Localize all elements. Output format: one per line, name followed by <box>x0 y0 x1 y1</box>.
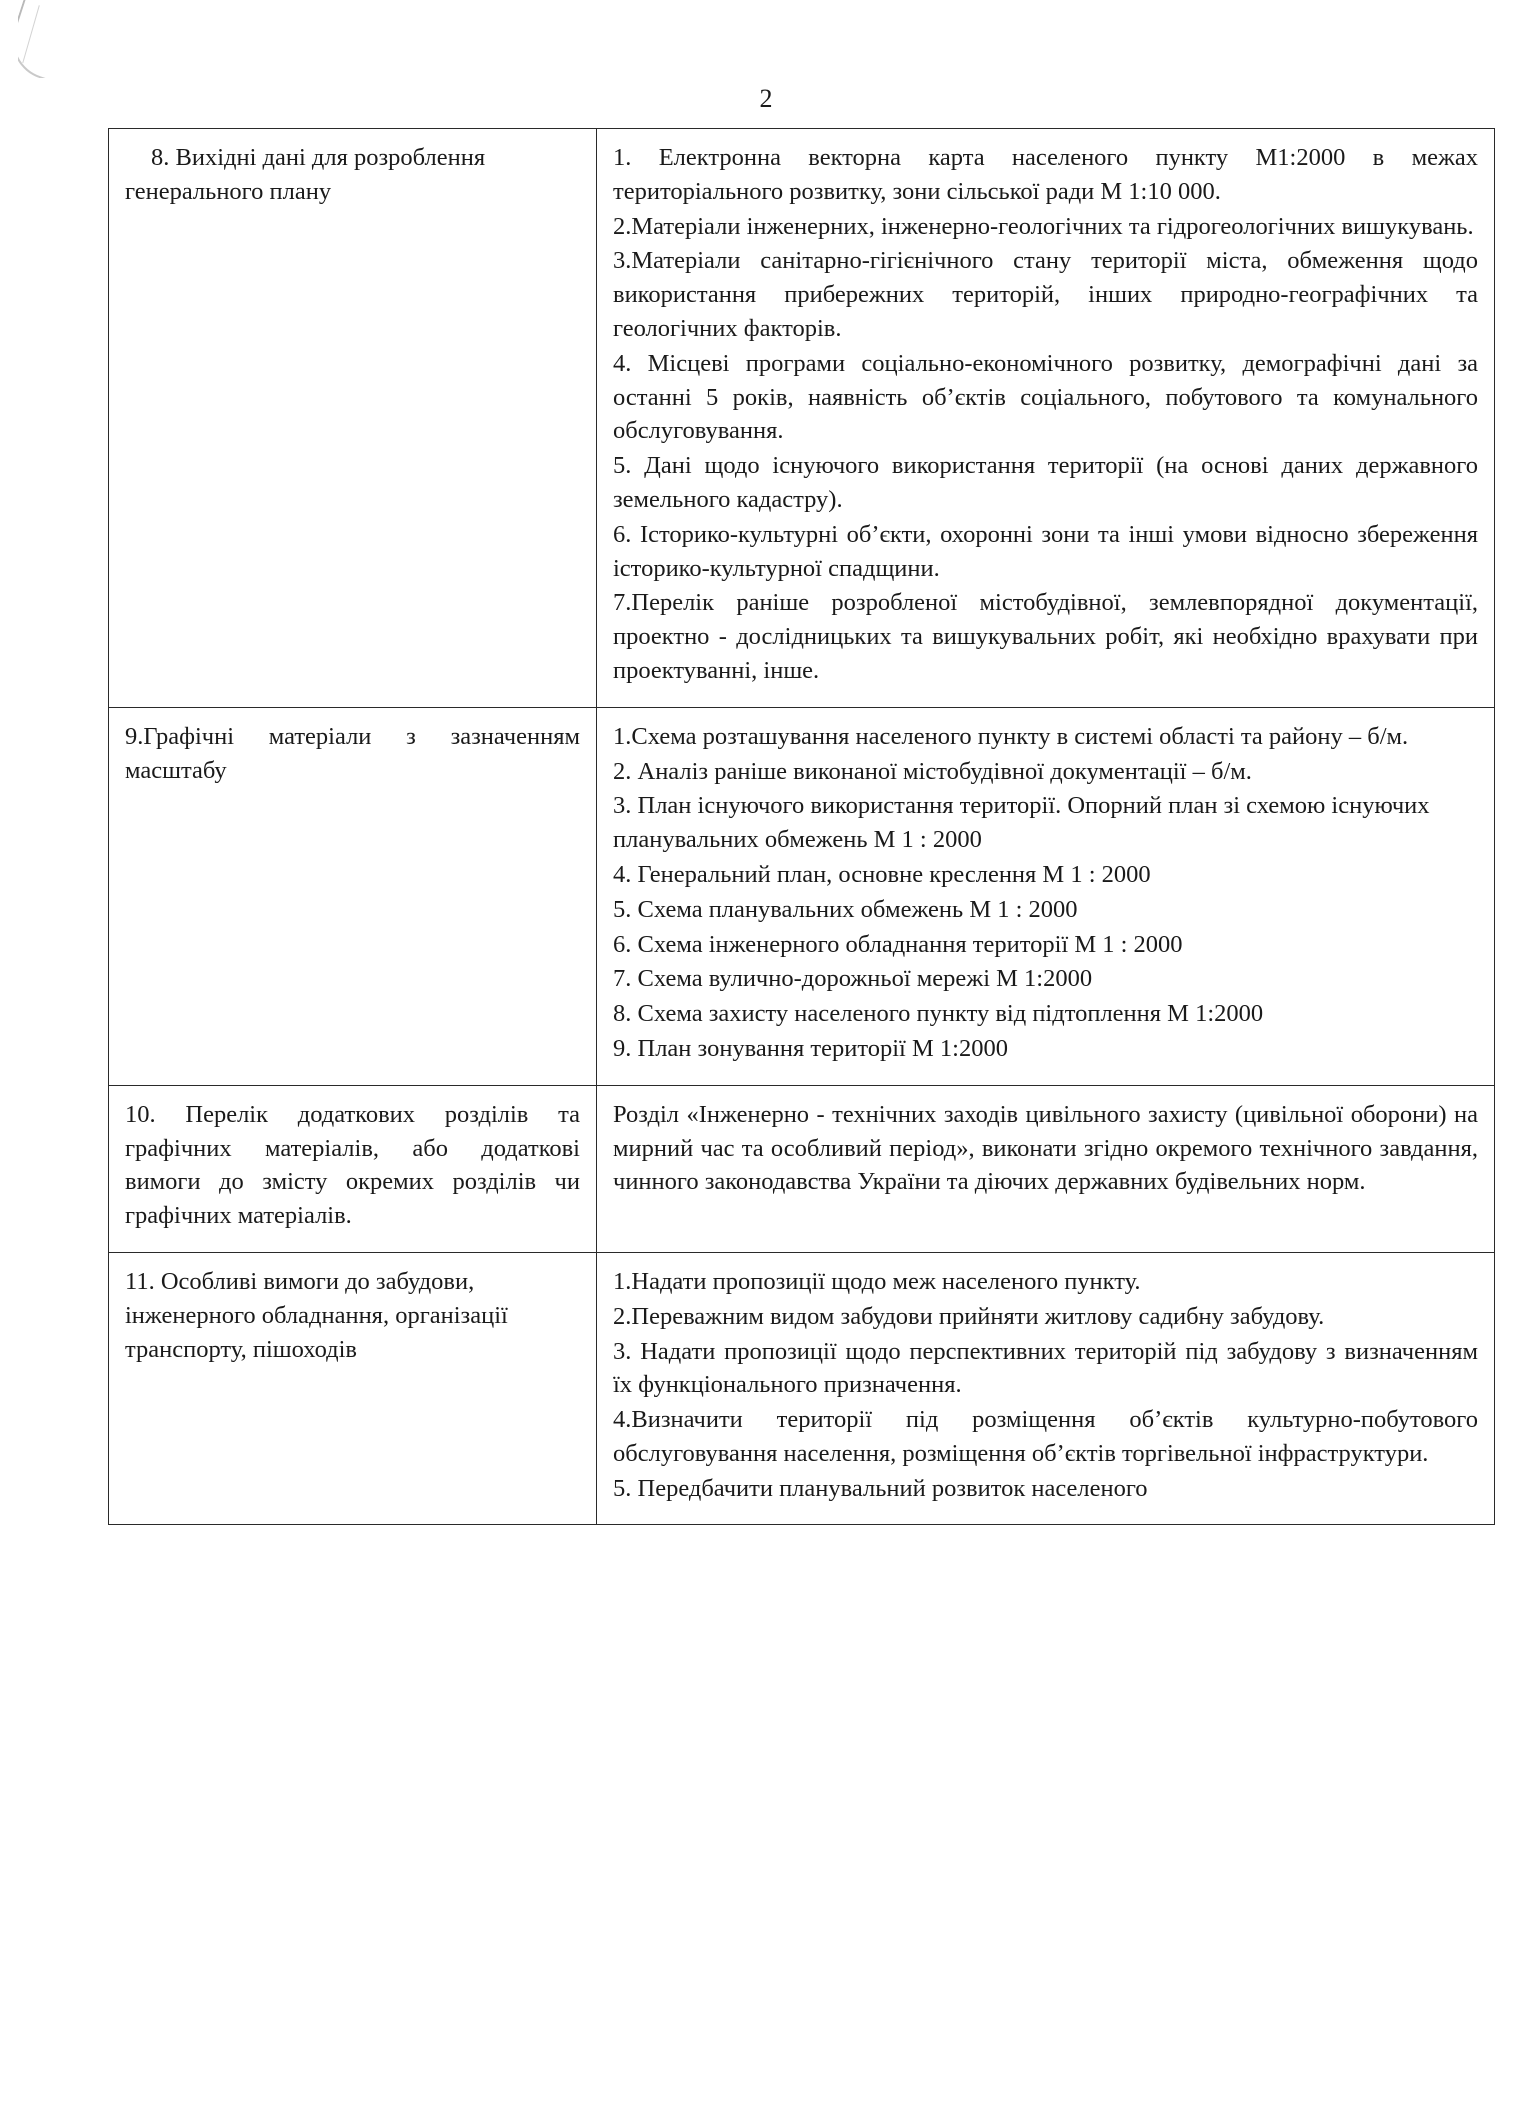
table-cell-left <box>109 707 597 1085</box>
row-content-item: 4. Місцеві програми соціально-економічного розвитку, демографічні дані за останні 5 років, наявність об’єктів соціального, побутового та комунального обслуговування. <box>613 349 1478 445</box>
table-cell-left <box>109 129 597 708</box>
table-cell-left <box>109 1252 597 1525</box>
row-content-item: 9. План зонування території М 1:2000 <box>613 1034 1008 1062</box>
row-label-text: 10. Перелік додаткових розділів та графічних матеріалів, або додаткові вимоги до змісту окремих розділів чи графічних матеріалів. <box>125 1100 580 1230</box>
table-row <box>109 1085 1495 1252</box>
row-content-item: 6. Схема інженерного обладнання території М 1 : 2000 <box>613 930 1183 958</box>
row-content-item: 1. Електронна векторна карта населеного пункту М1:2000 в межах територіального розвитку, зони сільської ради М 1:10 000. <box>613 144 1478 205</box>
row-label-text: 9.Графічні матеріали з зазначенням масштабу <box>125 722 580 784</box>
row-label-text: 8. Вихідні дані для розроблення генерального плану <box>125 144 486 205</box>
table-cell-right <box>597 1085 1495 1252</box>
row-content-item: 3.Матеріали санітарно-гігієнічного стану території міста, обмеження щодо використання прибережних територій, інших природно-географічних та геологічних факторів. <box>613 247 1478 342</box>
row-content-item: 7. Схема вулично-дорожньої мережі М 1:2000 <box>613 965 1093 993</box>
page-corner-fold-artifact <box>18 0 78 78</box>
row-content-item: 7.Перелік раніше розробленої містобудівної, землевпорядної документації, проектно - дослідницьких та вишукувальних робіт, які необхідно врахувати при проектуванні, інше. <box>613 589 1478 684</box>
row-content-item: 6. Історико-культурні об’єкти, охоронні зони та інші умови відносно збереження історико-культурної спадщини. <box>613 520 1478 582</box>
row-content-item: 5. Передбачити планувальний розвиток населеного <box>613 1474 1148 1502</box>
row-content-item: 5. Схема планувальних обмежень М 1 : 2000 <box>613 895 1078 923</box>
row-content-item: 1.Надати пропозиції щодо меж населеного пункту. <box>613 1267 1141 1295</box>
row-content-item: 2. Аналіз раніше виконаної містобудівної документації – б/м. <box>613 757 1252 785</box>
row-content-item: 8. Схема захисту населеного пункту від підтоплення М 1:2000 <box>613 1000 1264 1028</box>
table-row <box>109 1252 1495 1525</box>
row-content-item: 4.Визначити території під розміщення об’єктів культурно-побутового обслуговування населення, розміщення об’єктів торгівельної інфраструктури. <box>613 1406 1478 1467</box>
table-cell-left <box>109 1085 597 1252</box>
row-content-item: 4. Генеральний план, основне креслення М 1 : 2000 <box>613 860 1151 888</box>
table-row <box>109 707 1495 1085</box>
row-content-item: Розділ «Інженерно - технічних заходів цивільного захисту (цивільної оборони) на мирний час та особливий період», виконати згідно окремого технічного завдання, чинного законодавства України та діючих державних будівельних норм. <box>613 1100 1478 1196</box>
table-cell-right <box>597 129 1495 708</box>
row-content-item: 2.Переважним видом забудови прийняти житлову садибну забудову. <box>613 1302 1325 1330</box>
row-content-item: 3. Надати пропозиції щодо перспективних територій під забудову з визначенням їх функціонального призначення. <box>613 1337 1478 1399</box>
row-content-item: 1.Схема розташування населеного пункту в системі області та району – б/м. <box>613 722 1409 750</box>
table-cell-right <box>597 1252 1495 1525</box>
requirements-table <box>108 128 1495 1525</box>
table-row <box>109 129 1495 708</box>
table-cell-right <box>597 707 1495 1085</box>
row-label-text: 11. Особливі вимоги до забудови, інженерного обладнання, організації транспорту, пішоходів <box>125 1267 508 1363</box>
page-number: 2 <box>759 84 773 113</box>
row-content-item: 2.Матеріали інженерних, інженерно-геологічних та гідрогеологічних вишукувань. <box>613 212 1474 240</box>
row-content-item: 5. Дані щодо існуючого використання території (на основі даних державного земельного кадастру). <box>613 452 1478 513</box>
row-content-item: 3. План існуючого використання території. Опорний план зі схемою існуючих планувальних обмежень М 1 : 2000 <box>613 792 1430 854</box>
